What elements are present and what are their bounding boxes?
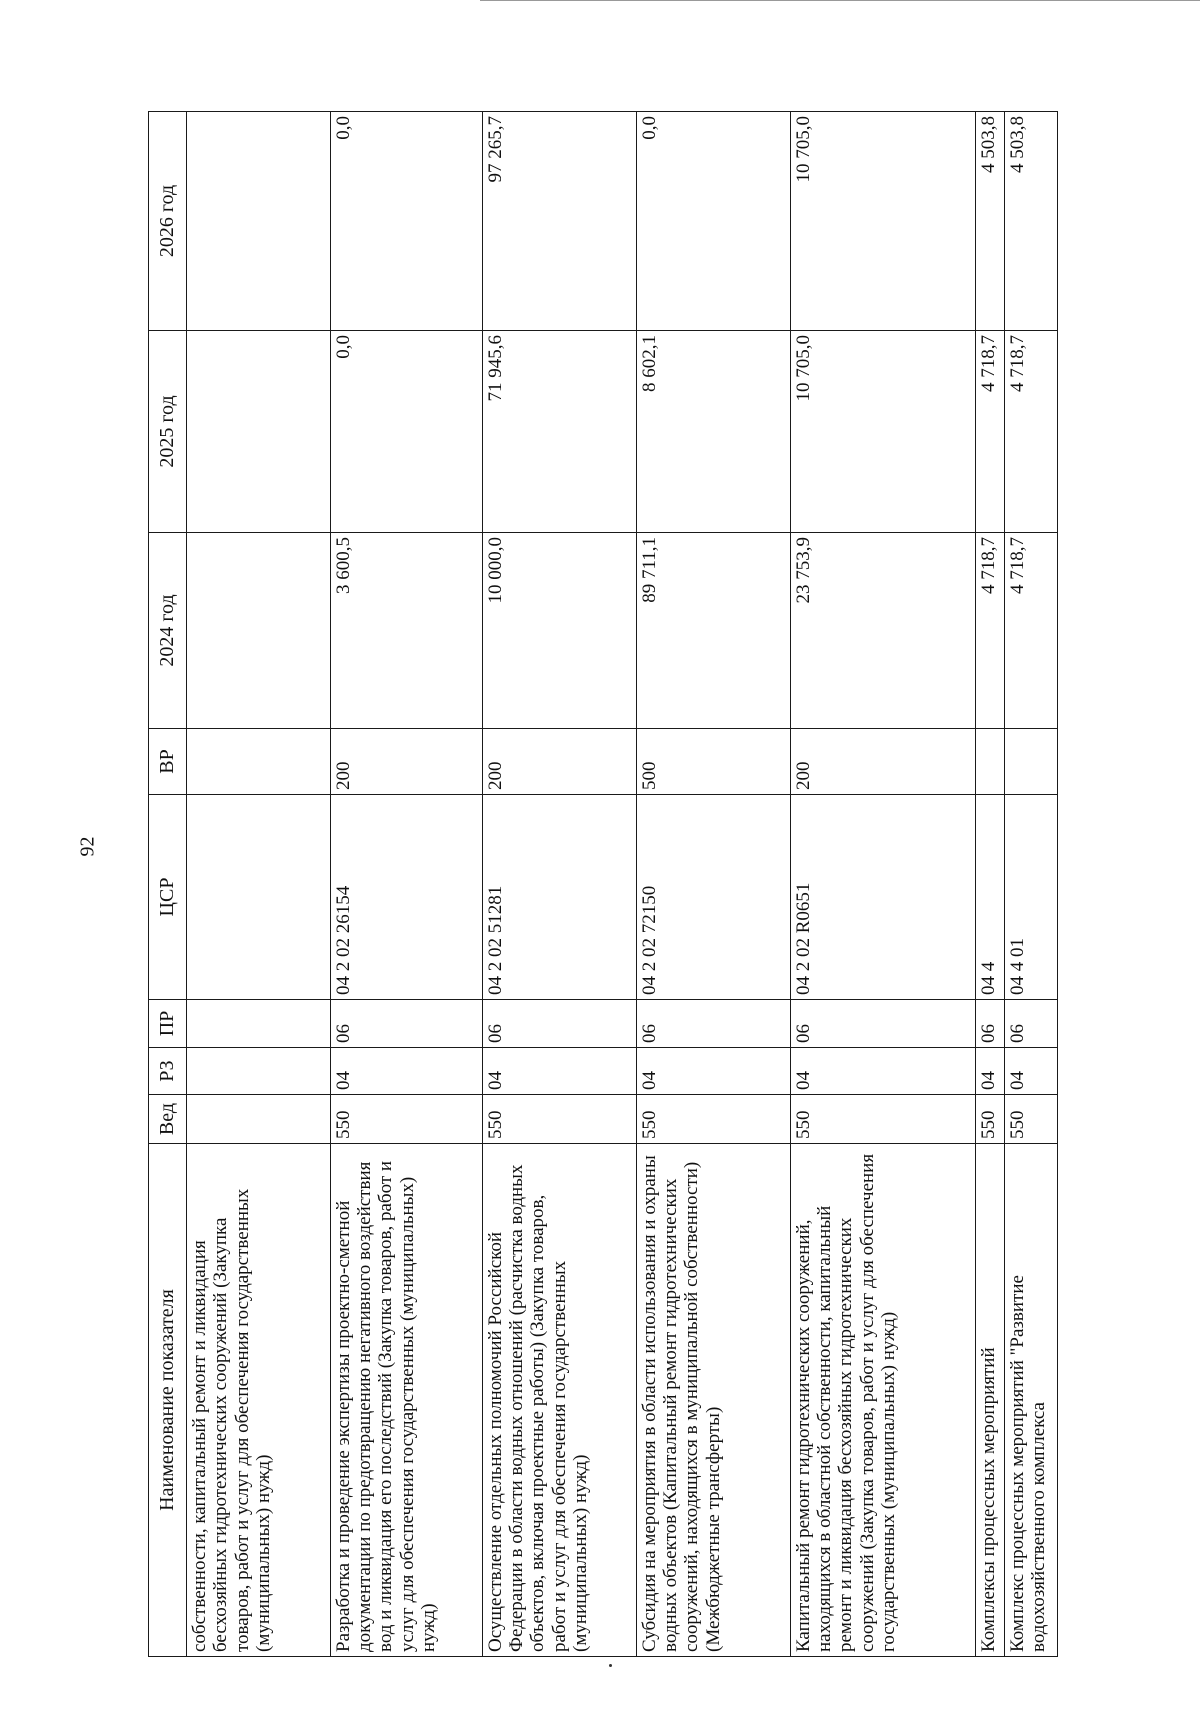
- row-2025: 10 705,0: [790, 331, 975, 533]
- row-2024: 10 000,0: [482, 533, 636, 729]
- row-vr: 200: [482, 729, 636, 795]
- row-rz: 04: [975, 1048, 1004, 1095]
- row-2026: 0,0: [330, 112, 482, 331]
- row-pr: 06: [482, 1000, 636, 1048]
- page-number: 92: [76, 836, 99, 857]
- row-2026: [187, 112, 331, 331]
- row-2025: 8 602,1: [636, 331, 790, 533]
- table-row: [790, 112, 975, 1657]
- row-rz: 04: [636, 1048, 790, 1095]
- table-row: [636, 112, 790, 1657]
- row-pr: 06: [330, 1000, 482, 1048]
- row-vr: 200: [330, 729, 482, 795]
- row-csr: 04 4 01: [1004, 795, 1057, 1000]
- header-rz: РЗ: [149, 1048, 187, 1095]
- row-pr: 06: [1004, 1000, 1057, 1048]
- table-row: [330, 112, 482, 1657]
- row-csr: 04 2 02 51281: [482, 795, 636, 1000]
- row-rz: 04: [1004, 1048, 1057, 1095]
- scan-speck: [609, 1664, 612, 1667]
- row-rz: 04: [790, 1048, 975, 1095]
- row-2024: [187, 533, 331, 729]
- budget-table: [148, 111, 1058, 1657]
- row-pr: 06: [790, 1000, 975, 1048]
- row-2025: 71 945,6: [482, 331, 636, 533]
- row-name: Субсидия на мероприятия в области использования и охраны водных объектов (Капитальный ремонт гидротехнических сооружений, находящихся в муниципальной собственности) (Межбюджетные трансферты): [636, 1144, 790, 1657]
- row-name: Разработка и проведение экспертизы проектно-сметной документации по предотвращению негативного воздействия вод и ликвидация его последствий (Закупка товаров, работ и услуг для обеспечения государственных (муниципальных) нужд): [330, 1144, 482, 1657]
- row-name: Осуществление отдельных полномочий Российской Федерации в области водных отношений (расчистка водных объектов, включая проектные работы) (Закупка товаров, работ и услуг для обеспечения государственных (муниципальных) нужд): [482, 1144, 636, 1657]
- row-ved: 550: [330, 1095, 482, 1144]
- row-2026: 0,0: [636, 112, 790, 331]
- row-pr: 06: [975, 1000, 1004, 1048]
- row-2024: 3 600,5: [330, 533, 482, 729]
- scan-edge-line: [480, 0, 1200, 1]
- row-2026: 97 265,7: [482, 112, 636, 331]
- row-rz: 04: [330, 1048, 482, 1095]
- row-2025: 4 718,7: [975, 331, 1004, 533]
- row-2026: 4 503,8: [975, 112, 1004, 331]
- row-csr: 04 2 02 72150: [636, 795, 790, 1000]
- header-pr: ПР: [149, 1000, 187, 1048]
- row-pr: [187, 1000, 331, 1048]
- row-2024: 89 711,1: [636, 533, 790, 729]
- row-ved: 550: [482, 1095, 636, 1144]
- row-rz: 04: [482, 1048, 636, 1095]
- row-2025: 4 718,7: [1004, 331, 1057, 533]
- row-2026: 10 705,0: [790, 112, 975, 331]
- row-ved: [187, 1095, 331, 1144]
- table-row: [482, 112, 636, 1657]
- row-2025: [187, 331, 331, 533]
- table-row: [1004, 112, 1057, 1657]
- header-vr: ВР: [149, 729, 187, 795]
- row-name: собственности, капитальный ремонт и ликвидация бесхозяйных гидротехнических сооружений (Закупка товаров, работ и услуг для обеспечения государственных (муниципальных) нужд): [187, 1144, 331, 1657]
- row-ved: 550: [790, 1095, 975, 1144]
- row-name: Комплекс процессных мероприятий "Развитие водохозяйственного комплекса: [1004, 1144, 1057, 1657]
- row-2024: 4 718,7: [975, 533, 1004, 729]
- row-csr: [187, 795, 331, 1000]
- table-row: [187, 112, 331, 1657]
- header-2024: 2024 год: [149, 533, 187, 729]
- row-vr: 200: [790, 729, 975, 795]
- row-name: Комплексы процессных мероприятий: [975, 1144, 1004, 1657]
- row-name: Капитальный ремонт гидротехнических сооружений, находящихся в областной собственности, капитальный ремонт и ликвидация бесхозяйных гидротехнических сооружений (Закупка товаров, работ и услуг для обеспечения государственных (муниципальных) нужд): [790, 1144, 975, 1657]
- rotated-table-container: [148, 112, 1058, 1657]
- row-2025: 0,0: [330, 331, 482, 533]
- row-vr: [187, 729, 331, 795]
- header-name: Наименование показателя: [149, 1144, 187, 1657]
- header-csr: ЦСР: [149, 795, 187, 1000]
- row-ved: 550: [975, 1095, 1004, 1144]
- row-ved: 550: [636, 1095, 790, 1144]
- header-2025: 2025 год: [149, 331, 187, 533]
- table-row: [975, 112, 1004, 1657]
- row-rz: [187, 1048, 331, 1095]
- row-csr: 04 4: [975, 795, 1004, 1000]
- header-2026: 2026 год: [149, 112, 187, 331]
- row-vr: 500: [636, 729, 790, 795]
- table-header-row: [149, 112, 187, 1657]
- row-2024: 23 753,9: [790, 533, 975, 729]
- row-2024: 4 718,7: [1004, 533, 1057, 729]
- row-2026: 4 503,8: [1004, 112, 1057, 331]
- row-pr: 06: [636, 1000, 790, 1048]
- row-vr: [1004, 729, 1057, 795]
- row-csr: 04 2 02 26154: [330, 795, 482, 1000]
- row-ved: 550: [1004, 1095, 1057, 1144]
- header-ved: Вед: [149, 1095, 187, 1144]
- row-csr: 04 2 02 R0651: [790, 795, 975, 1000]
- row-vr: [975, 729, 1004, 795]
